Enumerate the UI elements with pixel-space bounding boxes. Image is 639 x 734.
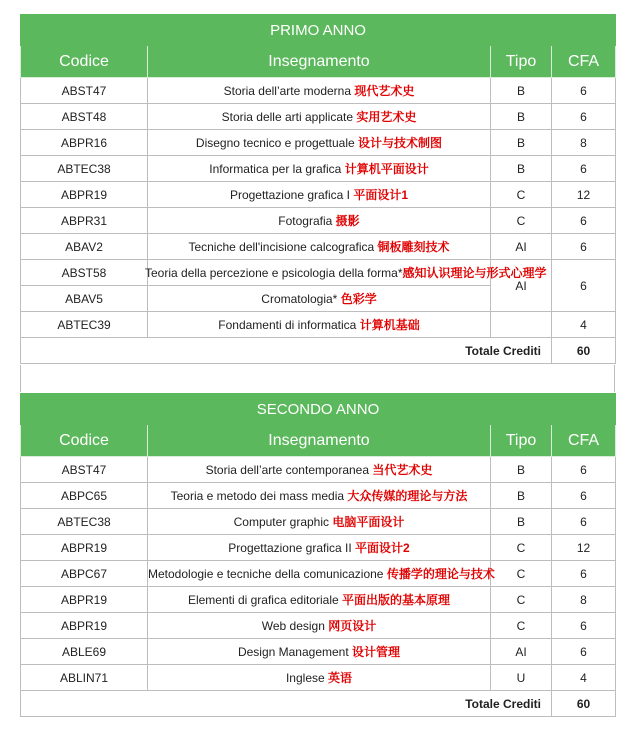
- header-type: Tipo: [491, 46, 552, 78]
- course-type: C: [491, 182, 552, 208]
- table-row: [21, 104, 616, 130]
- course-type: B: [491, 104, 552, 130]
- year1-title: PRIMO ANNO: [21, 15, 616, 46]
- course-type: B: [491, 156, 552, 182]
- course-name-it: Teoria della percezione e psicologia della forma*: [145, 266, 403, 280]
- course-name-it: Design Management: [237, 645, 349, 659]
- course-type: C: [491, 208, 552, 234]
- total-label: Totale Crediti: [21, 338, 552, 364]
- course-name: [148, 561, 495, 587]
- table-row: [21, 509, 616, 535]
- course-cfa: 12: [552, 535, 616, 561]
- course-name: [148, 286, 491, 312]
- table-row: [21, 457, 616, 483]
- course-name-it: Storia delle arti applicate: [221, 110, 354, 124]
- course-cfa: 4: [552, 312, 616, 338]
- course-cfa: 6: [552, 260, 616, 312]
- header-code: Codice: [21, 46, 148, 78]
- course-cfa: 6: [552, 509, 616, 535]
- course-name-zh: 计算机基础: [359, 318, 420, 332]
- table-row: [21, 208, 616, 234]
- course-name-it: Storia dell’arte contemporanea: [205, 463, 370, 477]
- course-name-zh: 平面设计2: [355, 541, 410, 555]
- course-name: [148, 208, 491, 234]
- course-name-it: Inglese: [285, 671, 325, 685]
- table-row: [21, 260, 616, 286]
- course-name-zh: 英语: [328, 671, 353, 685]
- course-name-it: Disegno tecnico e progettuale: [195, 136, 355, 150]
- course-cfa: 6: [552, 234, 616, 260]
- course-name-zh: 大众传媒的理论与方法: [347, 489, 468, 503]
- year2-table: [20, 393, 616, 717]
- course-name: [148, 639, 491, 665]
- table-row: [21, 78, 616, 104]
- course-name-it: Progettazione grafica II: [228, 541, 352, 555]
- course-name-it: Tecniche dell'incisione calcografica: [188, 240, 375, 254]
- course-name-it: Teoria e metodo dei mass media: [170, 489, 345, 503]
- course-type: B: [491, 78, 552, 104]
- course-type: C: [491, 561, 552, 587]
- course-name-zh: 电脑平面设计: [332, 515, 405, 529]
- course-name-zh: 摄影: [335, 214, 360, 228]
- header-cfa: CFA: [552, 46, 616, 78]
- course-name: [148, 535, 491, 561]
- course-code: ABPR19: [21, 182, 148, 208]
- course-name-zh: 现代艺术史: [354, 84, 415, 98]
- table-row: [21, 561, 616, 587]
- course-type: C: [491, 587, 552, 613]
- course-name-zh: 实用艺术史: [356, 110, 417, 124]
- table-row: [21, 312, 616, 338]
- course-name-zh: 平面设计1: [353, 188, 409, 202]
- course-name-zh: 色彩学: [340, 292, 377, 306]
- course-name-zh: 传播学的理论与技术: [386, 567, 495, 581]
- course-cfa: 6: [552, 639, 616, 665]
- course-cfa: 8: [552, 587, 616, 613]
- course-name: [148, 509, 491, 535]
- course-type: AI: [491, 234, 552, 260]
- table-row: [21, 613, 616, 639]
- course-name-it: Storia dell’arte moderna: [223, 84, 352, 98]
- course-code: ABPR19: [21, 535, 148, 561]
- total-value: 60: [552, 691, 616, 717]
- course-name-zh: 设计管理: [352, 645, 401, 659]
- total-row: [21, 691, 616, 717]
- course-code: ABST47: [21, 457, 148, 483]
- course-code: ABPR19: [21, 613, 148, 639]
- header-code: Codice: [21, 425, 148, 457]
- course-name-zh: 铜板雕刻技术: [377, 240, 450, 254]
- course-name-it: Fotografia: [278, 214, 333, 228]
- course-code: ABST58: [21, 260, 148, 286]
- course-name-it: Fondamenti di informatica: [218, 318, 357, 332]
- year1-table: [20, 14, 616, 364]
- table-row: [21, 587, 616, 613]
- course-name: [148, 182, 491, 208]
- course-name-it: Elementi di grafica editoriale: [187, 593, 339, 607]
- course-code: ABAV2: [21, 234, 148, 260]
- table-row: [21, 639, 616, 665]
- course-type: U: [491, 665, 552, 691]
- course-name-it: Metodologie e tecniche della comunicazione: [148, 567, 384, 581]
- course-name: [148, 613, 491, 639]
- course-name: [148, 587, 491, 613]
- course-type: AI: [491, 260, 552, 312]
- table-row: [21, 535, 616, 561]
- course-cfa: 6: [552, 457, 616, 483]
- course-code: ABLE69: [21, 639, 148, 665]
- course-code: ABPC65: [21, 483, 148, 509]
- course-code: ABST47: [21, 78, 148, 104]
- course-name-it: Progettazione grafica I: [229, 188, 351, 202]
- course-type: C: [491, 613, 552, 639]
- table-row: [21, 483, 616, 509]
- total-row: [21, 338, 616, 364]
- course-cfa: 6: [552, 208, 616, 234]
- course-type: B: [491, 130, 552, 156]
- course-cfa: 6: [552, 613, 616, 639]
- course-type: C: [491, 535, 552, 561]
- course-cfa: 4: [552, 665, 616, 691]
- course-type: AI: [491, 639, 552, 665]
- total-label: Totale Crediti: [21, 691, 552, 717]
- course-code: ABPR31: [21, 208, 148, 234]
- course-name-it: Informatica per la grafica: [209, 162, 342, 176]
- course-name: [148, 156, 491, 182]
- course-name: [148, 78, 491, 104]
- course-name-zh: 平面出版的基本原理: [342, 593, 451, 607]
- course-name-it: Cromatologia*: [261, 292, 338, 306]
- course-name-zh: 当代艺术史: [372, 463, 433, 477]
- header-course: Insegnamento: [148, 46, 491, 78]
- course-cfa: 12: [552, 182, 616, 208]
- header-type: Tipo: [491, 425, 552, 457]
- course-code: ABST48: [21, 104, 148, 130]
- course-name-it: Computer graphic: [233, 515, 330, 529]
- course-cfa: 6: [552, 104, 616, 130]
- course-name-zh: 设计与技术制图: [358, 136, 443, 150]
- course-code: ABPC67: [21, 561, 148, 587]
- header-course: Insegnamento: [148, 425, 491, 457]
- course-name: [148, 665, 491, 691]
- course-name: [148, 457, 491, 483]
- table-row: [21, 182, 616, 208]
- course-name: [148, 483, 491, 509]
- table-row: [21, 156, 616, 182]
- course-cfa: 6: [552, 156, 616, 182]
- course-type: B: [491, 457, 552, 483]
- table-row: [21, 665, 616, 691]
- year2-title: SECONDO ANNO: [21, 394, 616, 425]
- course-name: [148, 312, 491, 338]
- header-cfa: CFA: [552, 425, 616, 457]
- course-name: [148, 130, 491, 156]
- course-name-it: Web design: [261, 619, 325, 633]
- course-code: ABAV5: [21, 286, 148, 312]
- course-name-zh: 网页设计: [328, 619, 377, 633]
- course-cfa: 6: [552, 78, 616, 104]
- course-code: ABPR16: [21, 130, 148, 156]
- course-cfa: 6: [552, 561, 616, 587]
- course-cfa: 8: [552, 130, 616, 156]
- course-code: ABPR19: [21, 587, 148, 613]
- total-value: 60: [552, 338, 616, 364]
- table-row: [21, 130, 616, 156]
- course-code: ABTEC39: [21, 312, 148, 338]
- table-row: [21, 234, 616, 260]
- course-name-zh: 感知认识理论与形式心理学: [402, 266, 547, 280]
- course-name: [148, 104, 491, 130]
- course-name: [148, 234, 491, 260]
- section-spacer: [20, 365, 615, 392]
- course-name-zh: 计算机平面设计: [344, 162, 429, 176]
- course-code: ABTEC38: [21, 509, 148, 535]
- course-code: ABTEC38: [21, 156, 148, 182]
- course-type: [491, 312, 552, 338]
- course-cfa: 6: [552, 483, 616, 509]
- course-code: ABLIN71: [21, 665, 148, 691]
- course-type: B: [491, 509, 552, 535]
- course-type: B: [491, 483, 552, 509]
